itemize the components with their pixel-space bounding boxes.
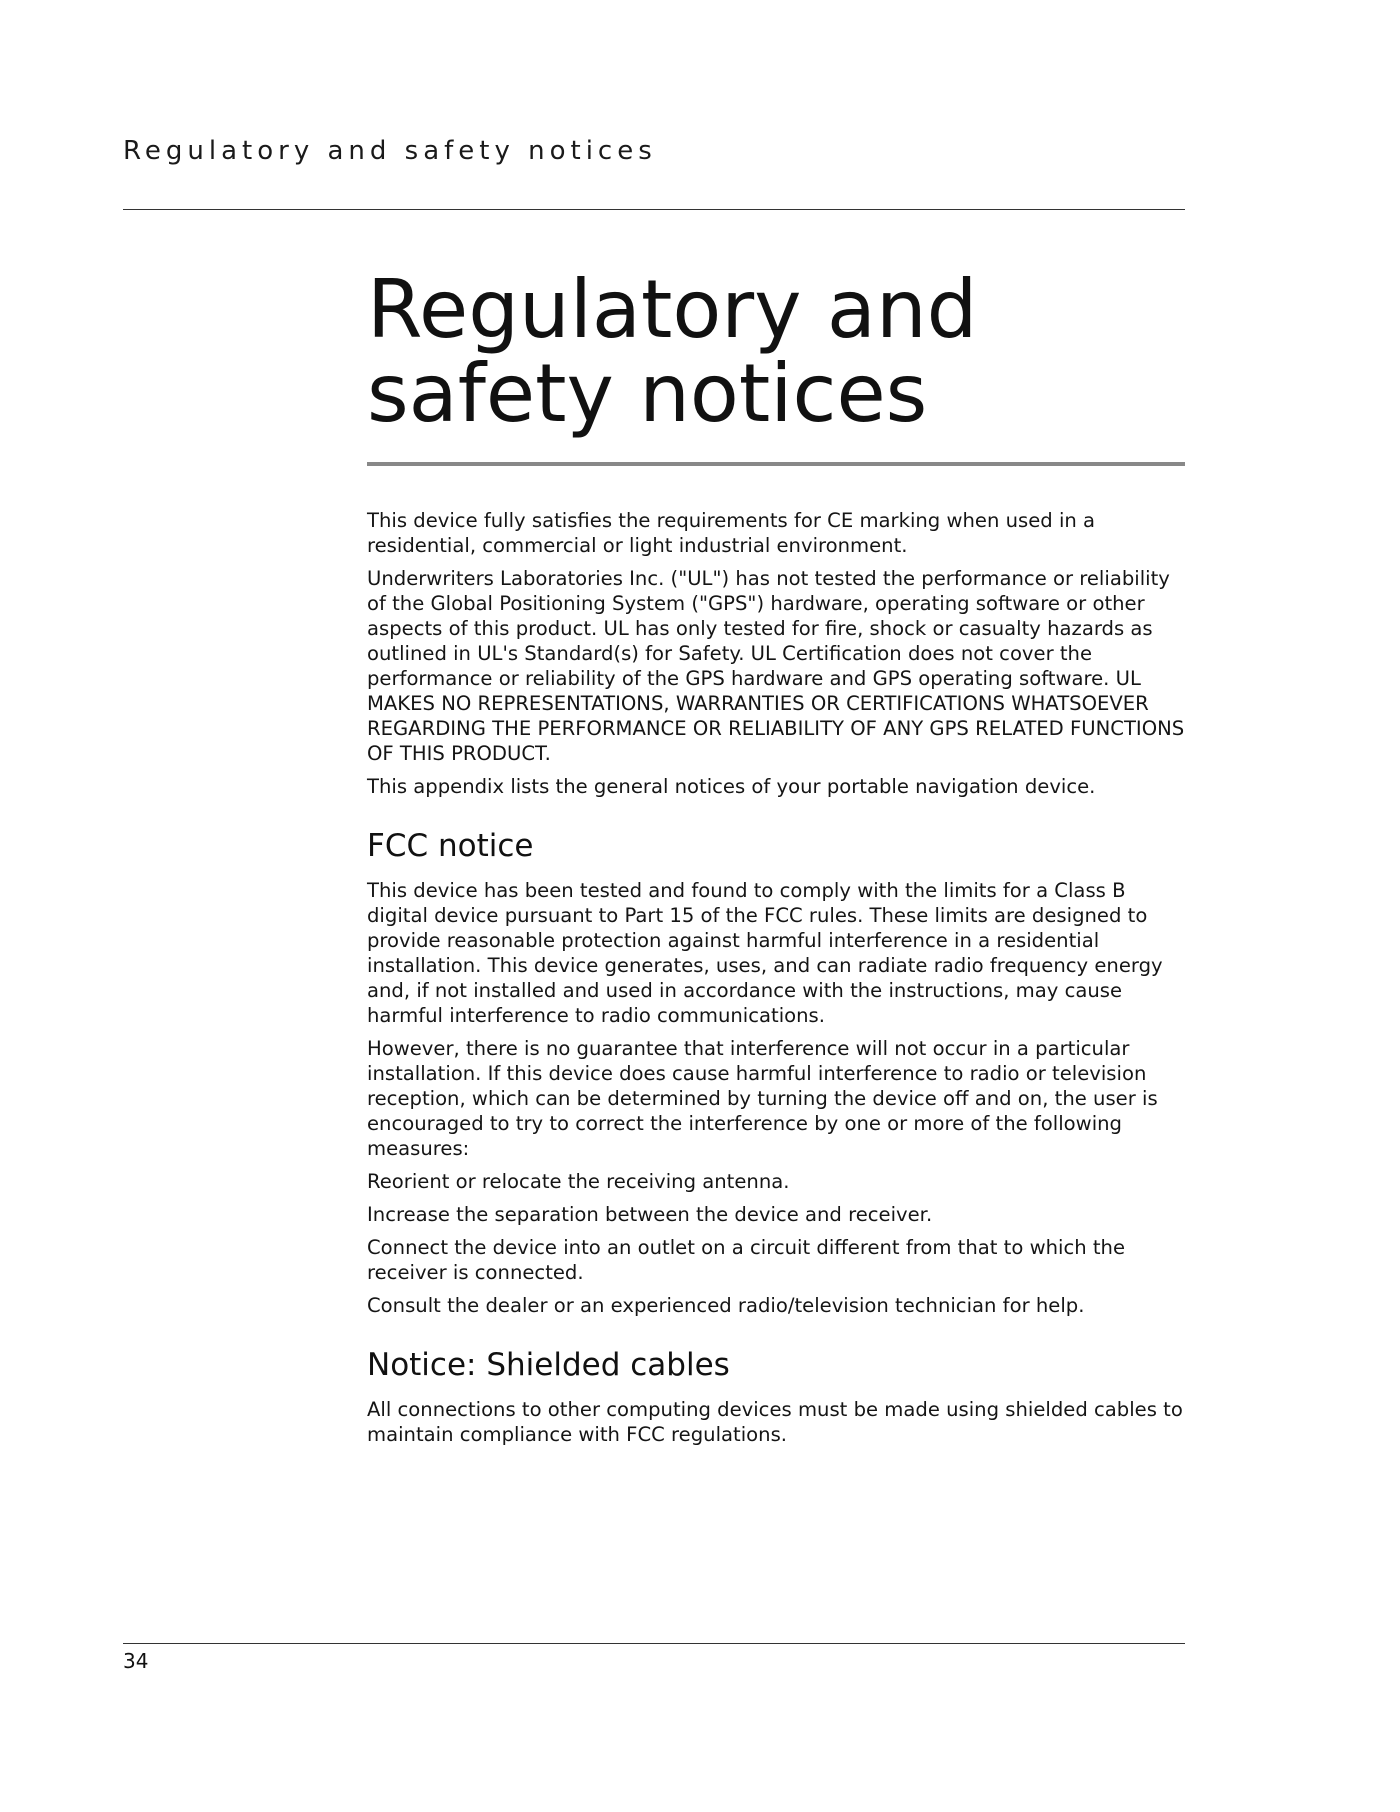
fcc-measure: Increase the separation between the device and receiver. <box>367 1203 933 1226</box>
fcc-measure: Consult the dealer or an experienced radio/television technician for help. <box>367 1294 1085 1317</box>
page-title-line-1: Regulatory and <box>367 263 978 356</box>
intro-paragraph: Underwriters Laboratories Inc. ("UL") has not tested the performance or reliability of the Global Positioning System ("GPS") hardware, operating software or other aspects of this product. UL has only tested for fire, shock or casualty hazards as outlined in UL's Standard(s) for Safety. UL Certification does not cover the performance or reliability of the GPS hardware and GPS operating software. UL MAKES NO REPRESENTATIONS, WARRANTIES OR CERTIFICATIONS WHATSOEVER REGARDING THE PERFORMANCE OR RELIABILITY OF ANY GPS RELATED FUNCTIONS OF THIS PRODUCT. <box>367 567 1185 765</box>
fcc-paragraph: However, there is no guarantee that interference will not occur in a particular installation. If this device does cause harmful interference to radio or television reception, which can be determined by turning the device off and on, the user is encouraged to try to correct the interference by one or more of the following measures: <box>367 1037 1158 1160</box>
shielded-cables-heading: Notice: Shielded cables <box>367 1347 730 1383</box>
intro-paragraph: This device fully satisfies the requirements for CE marking when used in a residential, commercial or light industrial environment. <box>367 509 1096 557</box>
fcc-paragraph: This device has been tested and found to comply with the limits for a Class B digital device pursuant to Part 15 of the FCC rules. These limits are designed to provide reasonable protection against harmful interference in a residential installation. This device generates, uses, and can radiate radio frequency energy and, if not installed and used in accordance with the instructions, may cause harmful interference to radio communications. <box>367 879 1163 1027</box>
shielded-cables-paragraph: All connections to other computing devices must be made using shielded cables to maintain compliance with FCC regulations. <box>367 1398 1183 1446</box>
fcc-measure: Reorient or relocate the receiving antenna. <box>367 1170 790 1193</box>
title-divider <box>367 462 1185 466</box>
intro-paragraph: This appendix lists the general notices of your portable navigation device. <box>367 775 1096 798</box>
fcc-measure: Connect the device into an outlet on a circuit different from that to which the receiver is connected. <box>367 1236 1126 1284</box>
page-title <box>367 263 1185 440</box>
main-content <box>367 263 1185 1455</box>
footer-divider <box>123 1643 1185 1644</box>
fcc-notice-heading: FCC notice <box>367 828 534 864</box>
page-number: 34 <box>123 1649 149 1673</box>
header-divider <box>123 209 1185 210</box>
body-text <box>367 508 1185 1447</box>
running-header: Regulatory and safety notices <box>123 136 657 166</box>
page-title-line-2: safety notices <box>367 347 928 440</box>
